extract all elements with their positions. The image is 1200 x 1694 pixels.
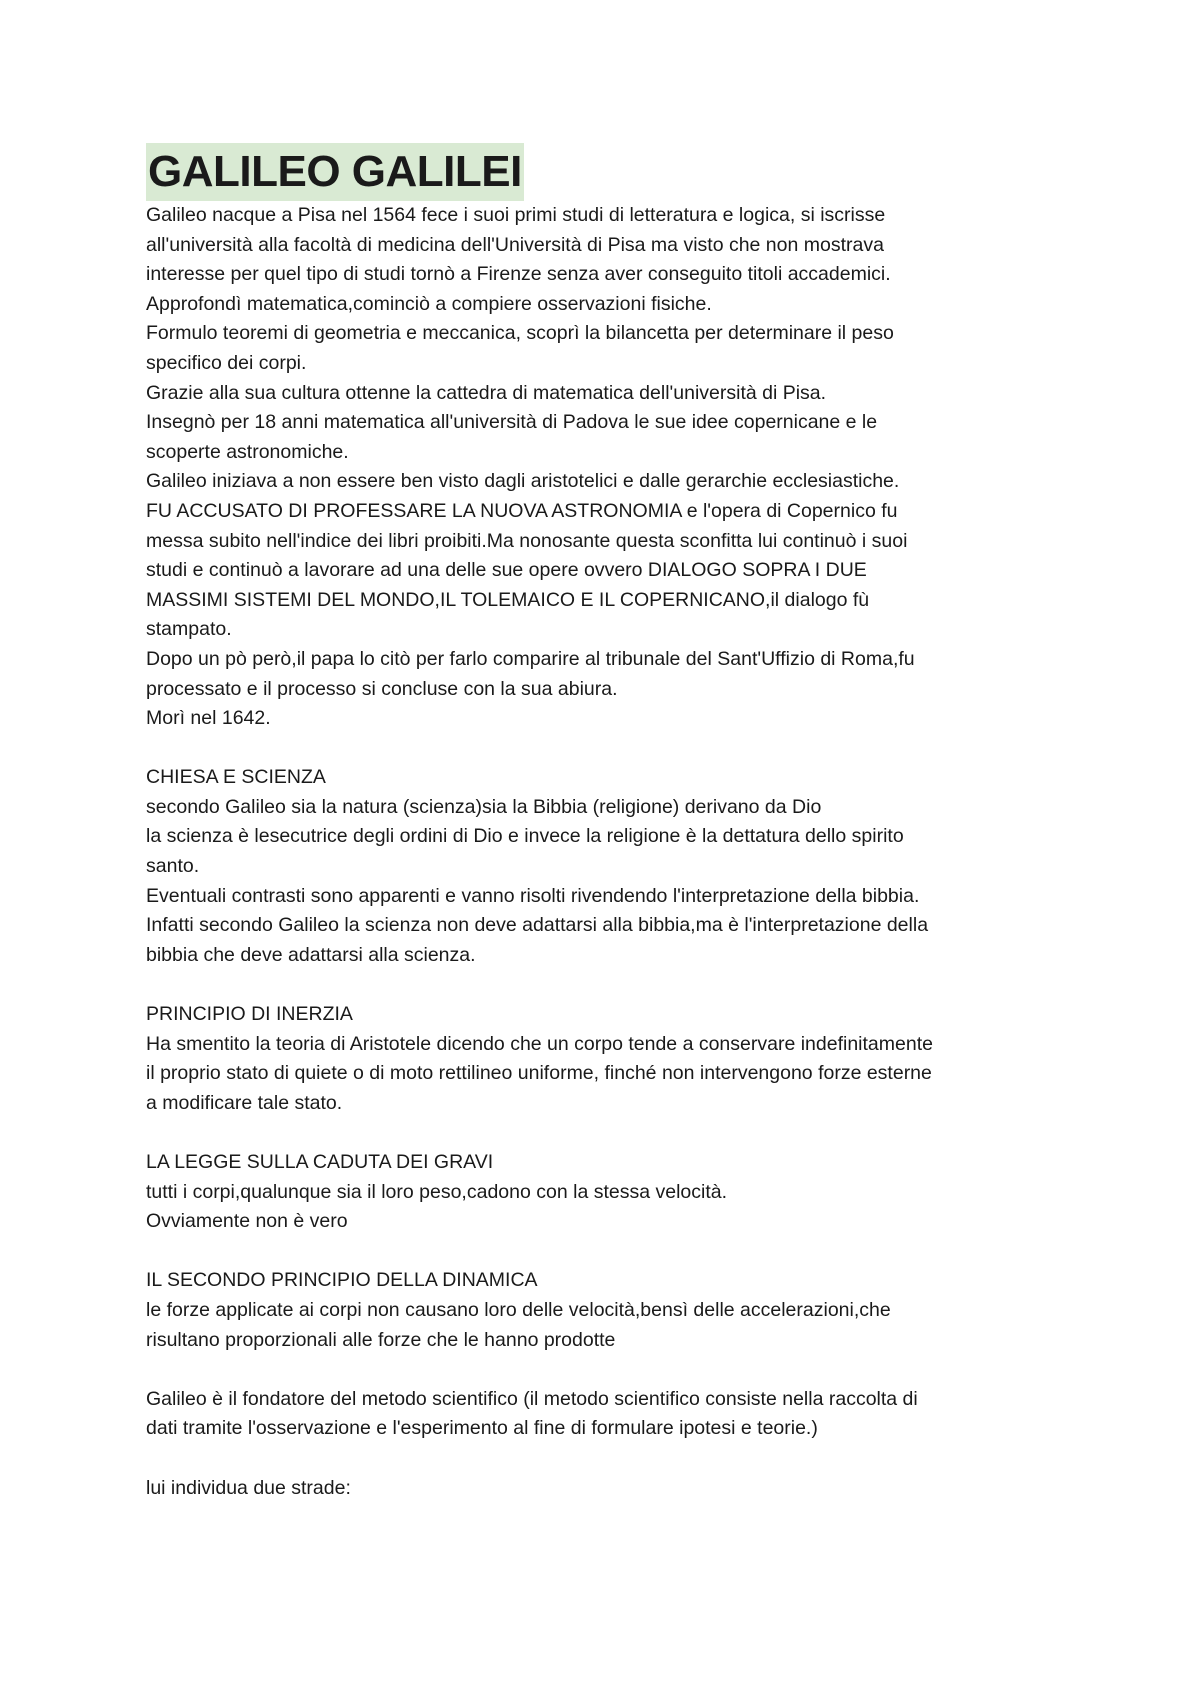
- blank-line: [146, 734, 1076, 764]
- text-line: MASSIMI SISTEMI DEL MONDO,IL TOLEMAICO E IL COPERNICANO,il dialogo fù: [146, 588, 870, 611]
- text-line: FU ACCUSATO DI PROFESSARE LA NUOVA ASTRONOMIA e l'opera di Copernico fu: [146, 499, 898, 522]
- text-line: Eventuali contrasti sono apparenti e vanno risolti rivendendo l'interpretazione della bibbia.: [146, 884, 920, 907]
- text-line: CHIESA E SCIENZA: [146, 766, 326, 789]
- text-line: Insegnò per 18 anni matematica all'università di Padova le sue idee copernicane e le: [146, 411, 878, 434]
- document-page: [146, 143, 1076, 1503]
- text-line: Dopo un pò però,il papa lo citò per farlo comparire al tribunale del Sant'Uffizio di Roma,fu: [146, 647, 915, 670]
- document-title: GALILEO GALILEI: [146, 143, 524, 201]
- text-line: Infatti secondo Galileo la scienza non deve adattarsi alla bibbia,ma è l'interpretazione della: [146, 914, 929, 937]
- text-line: Approfondì matematica,cominciò a compiere osservazioni fisiche.: [146, 292, 712, 315]
- text-line: lui individua due strade:: [146, 1476, 351, 1499]
- text-line: a modificare tale stato.: [146, 1091, 343, 1114]
- text-line: Morì nel 1642.: [146, 707, 271, 730]
- text-line: dati tramite l'osservazione e l'esperimento al fine di formulare ipotesi e teorie.): [146, 1417, 818, 1440]
- document-body: [146, 201, 1076, 1503]
- text-line: Galileo nacque a Pisa nel 1564 fece i suoi primi studi di letteratura e logica, si iscrisse: [146, 204, 886, 226]
- text-line: PRINCIPIO DI INERZIA: [146, 1003, 353, 1026]
- text-line: Formulo teoremi di geometria e meccanica, scoprì la bilancetta per determinare il peso: [146, 322, 894, 345]
- blank-line: [146, 1444, 1076, 1474]
- text-line: processato e il processo si concluse con la sua abiura.: [146, 677, 618, 700]
- text-line: Ha smentito la teoria di Aristotele dicendo che un corpo tende a conservare indefinitamente: [146, 1032, 933, 1055]
- text-line: Galileo iniziava a non essere ben visto dagli aristotelici e dalle gerarchie ecclesiastiche.: [146, 470, 900, 493]
- text-line: la scienza è lesecutrice degli ordini di Dio e invece la religione è la dettatura dello spirito: [146, 825, 904, 848]
- text-line: all'università alla facoltà di medicina dell'Università di Pisa ma visto che non mostrava: [146, 233, 884, 256]
- text-line: stampato.: [146, 618, 232, 641]
- text-line: le forze applicate ai corpi non causano loro delle velocità,bensì delle accelerazioni,che: [146, 1298, 891, 1321]
- text-line: Ovviamente non è vero: [146, 1210, 348, 1233]
- text-line: studi e continuò a lavorare ad una delle sue opere ovvero DIALOGO SOPRA I DUE: [146, 559, 867, 582]
- blank-line: [146, 1237, 1076, 1267]
- text-line: scoperte astronomiche.: [146, 440, 349, 463]
- text-line: risultano proporzionali alle forze che le hanno prodotte: [146, 1328, 616, 1351]
- text-line: santo.: [146, 855, 200, 878]
- text-line: Grazie alla sua cultura ottenne la cattedra di matematica dell'università di Pisa.: [146, 381, 827, 404]
- text-line: LA LEGGE SULLA CADUTA DEI GRAVI: [146, 1151, 494, 1173]
- text-line: secondo Galileo sia la natura (scienza)sia la Bibbia (religione) derivano da Dio: [146, 795, 822, 818]
- text-line: tutti i corpi,qualunque sia il loro peso,cadono con la stessa velocità.: [146, 1180, 728, 1203]
- text-line: interesse per quel tipo di studi tornò a Firenze senza aver conseguito titoli accademici.: [146, 263, 891, 286]
- text-line: IL SECONDO PRINCIPIO DELLA DINAMICA: [146, 1269, 538, 1292]
- blank-line: [146, 1118, 1076, 1148]
- text-line: specifico dei corpi.: [146, 351, 307, 374]
- text-line: bibbia che deve adattarsi alla scienza.: [146, 943, 476, 966]
- text-line: messa subito nell'indice dei libri proibiti.Ma nonosante questa sconfitta lui continuò i suoi: [146, 529, 908, 552]
- text-line: Galileo è il fondatore del metodo scientifico (il metodo scientifico consiste nella raccolta di: [146, 1387, 918, 1410]
- blank-line: [146, 970, 1076, 1000]
- text-line: il proprio stato di quiete o di moto rettilineo uniforme, finché non intervengono forze esterne: [146, 1062, 932, 1085]
- blank-line: [146, 1355, 1076, 1385]
